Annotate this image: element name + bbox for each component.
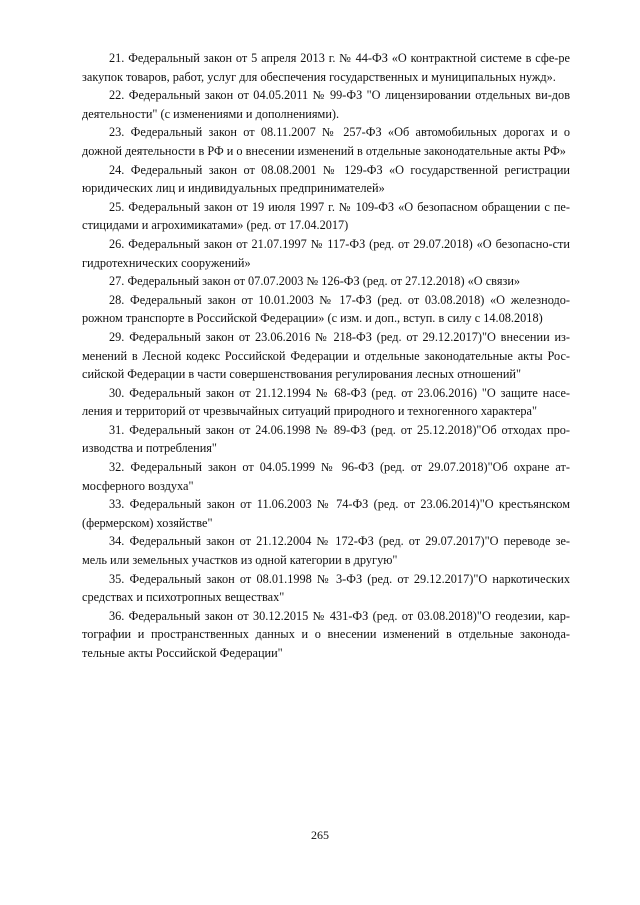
reference-entry-32: 32. Федеральный закон от 04.05.1999 № 96-ФЗ (ред. от 29.07.2018)"Об охране ат-мосферного воздуха" [82,460,570,493]
reference-entry-26: 26. Федеральный закон от 21.07.1997 № 117-ФЗ (ред. от 29.07.2018) «О безопасно-сти гидротехнических сооружений» [82,236,570,270]
reference-entry-25: 25. Федеральный закон от 19 июля 1997 г. № 109-ФЗ «О безопасном обращении с пе-стицидами и агрохимикатами» (ред. от 17.04.2017) [82,199,570,233]
reference-entry-28: 28. Федеральный закон от 10.01.2003 № 17-ФЗ (ред. от 03.08.2018) «О железнодо-рожном транспорте в Российской Федерации» (с изм. и доп., вступ. в силу с 14.08.2018) [82,292,570,326]
reference-entry-21: 21. Федеральный закон от 5 апреля 2013 г. № 44-ФЗ «О контрактной системе в сфе-ре закупок товаров, работ, услуг для обеспечения государственных и муниципальных нужд». [82,51,570,84]
reference-entry-24: 24. Федеральный закон от 08.08.2001 № 129-ФЗ «О государственной регистрации юридических лиц и индивидуальных предпринимателей» [82,162,570,196]
reference-entry-22: 22. Федеральный закон от 04.05.2011 № 99-ФЗ "О лицензировании отдельных ви-дов деятельности" (с изменениями и дополнениями). [82,88,570,121]
reference-entry-23: 23. Федеральный закон от 08.11.2007 № 257-ФЗ «Об автомобильных дорогах и о дожной деятельности в РФ и о внесении изменений в отдельные законодательные акты РФ» [82,125,570,158]
reference-entry-35: 35. Федеральный закон от 08.01.1998 № 3-ФЗ (ред. от 29.12.2017)"О наркотических средствах и психотропных веществах" [82,571,570,605]
reference-entry-29: 29. Федеральный закон от 23.06.2016 № 218-ФЗ (ред. от 29.12.2017)"О внесении из-менений в Лесной кодекс Российской Федерации и отдельные законодательные акты Рос-сийской Федерации в части совершенствования регулирования лесных отношений" [82,329,570,382]
reference-entry-34: 34. Федеральный закон от 21.12.2004 № 172-ФЗ (ред. от 29.07.2017)"О переводе зе-мель или земельных участков из одной категории в другую" [82,534,570,568]
reference-entry-33: 33. Федеральный закон от 11.06.2003 № 74-ФЗ (ред. от 23.06.2014)"О крестьянском (фермерском) хозяйстве" [82,497,570,530]
reference-entry-30: 30. Федеральный закон от 21.12.1994 № 68-ФЗ (ред. от 23.06.2016) "О защите насе-ления и территорий от чрезвычайных ситуаций природного и техногенного характера" [82,385,570,419]
page-number: 265 [311,828,329,842]
reference-list [82,49,570,663]
reference-entry-31: 31. Федеральный закон от 24.06.1998 № 89-ФЗ (ред. от 25.12.2018)"Об отходах про-изводства и потребления" [82,422,570,456]
reference-entry-27: 27. Федеральный закон от 07.07.2003 № 126-ФЗ (ред. от 27.12.2018) «О связи» [109,274,521,289]
reference-entry-36: 36. Федеральный закон от 30.12.2015 № 431-ФЗ (ред. от 03.08.2018)"О геодезии, кар-тографии и пространственных данных и о внесении изменений в отдельные законода-тельные акты Российской Федерации" [82,608,570,660]
